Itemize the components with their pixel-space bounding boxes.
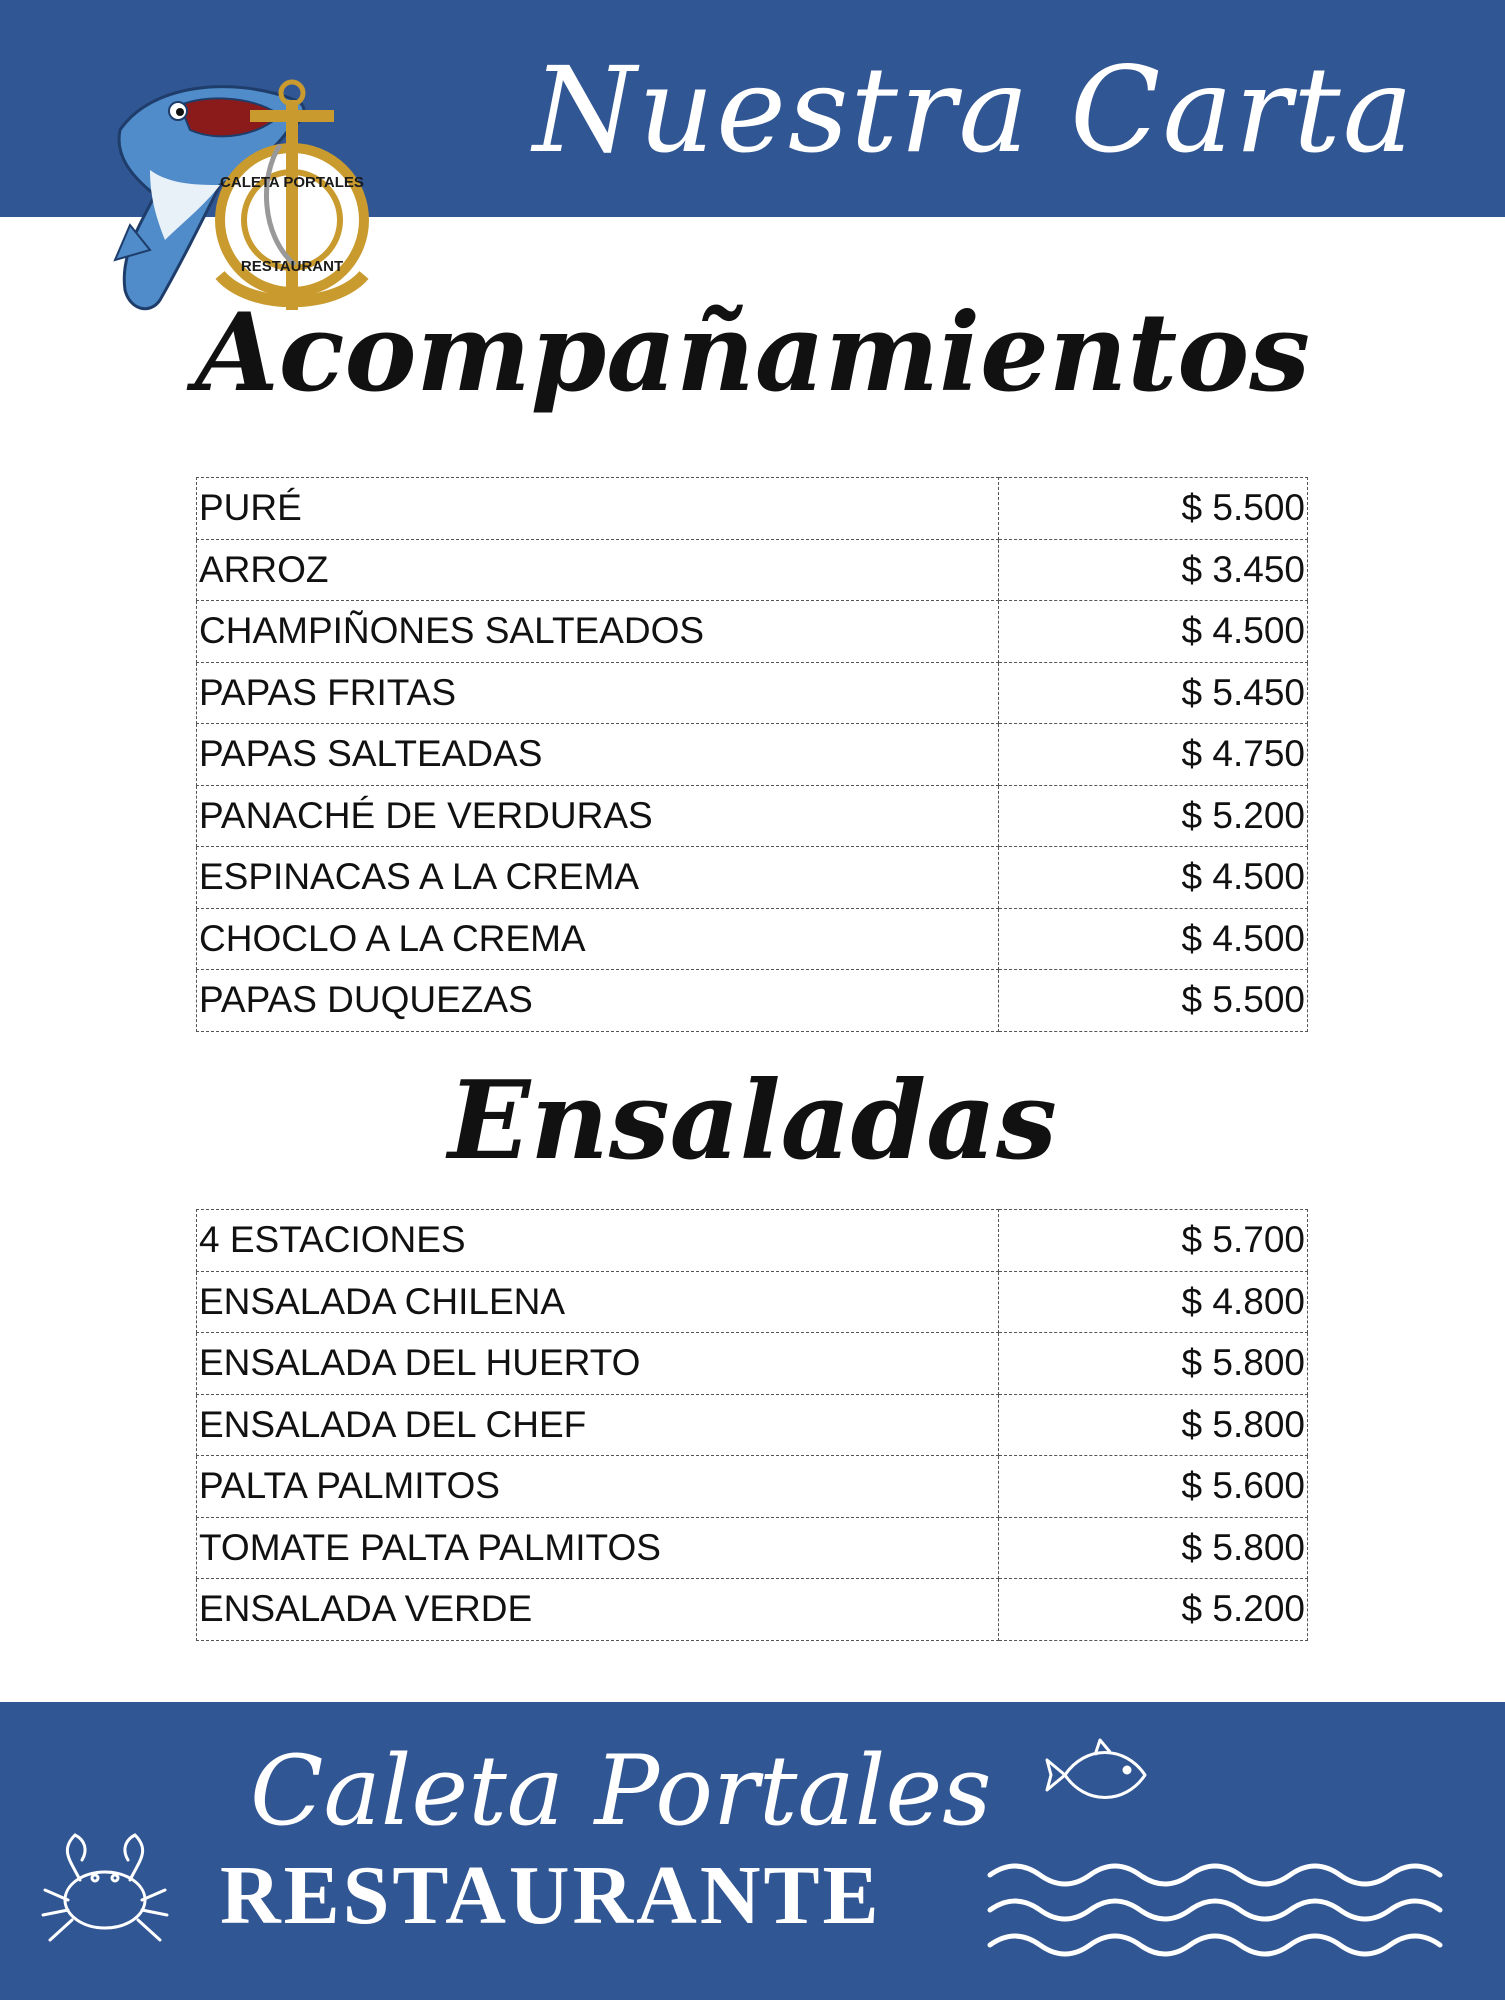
item-name: PURÉ <box>197 478 999 540</box>
page-title: Nuestra Carta <box>532 41 1415 179</box>
section-title-ensaladas: Ensaladas <box>448 1058 1057 1184</box>
item-name: ENSALADA VERDE <box>197 1579 999 1641</box>
item-price: $ 5.450 <box>999 662 1308 724</box>
footer-brand-script: Caleta Portales <box>250 1735 992 1847</box>
item-price: $ 4.500 <box>999 847 1308 909</box>
restaurant-logo <box>110 75 400 325</box>
section-title-acompanamientos: Acompañamientos <box>194 290 1311 416</box>
item-price: $ 5.800 <box>999 1333 1308 1395</box>
item-price: $ 4.500 <box>999 601 1308 663</box>
item-price: $ 5.200 <box>999 1579 1308 1641</box>
table-row <box>197 847 1308 909</box>
table-row <box>197 539 1308 601</box>
table-row <box>197 908 1308 970</box>
table-row <box>197 970 1308 1032</box>
item-price: $ 4.500 <box>999 908 1308 970</box>
item-price: $ 5.200 <box>999 785 1308 847</box>
item-name: PAPAS DUQUEZAS <box>197 970 999 1032</box>
item-price: $ 5.700 <box>999 1210 1308 1272</box>
table-row <box>197 1271 1308 1333</box>
table-row <box>197 478 1308 540</box>
item-price: $ 5.500 <box>999 478 1308 540</box>
item-name: 4 ESTACIONES <box>197 1210 999 1272</box>
table-row <box>197 1394 1308 1456</box>
table-row <box>197 785 1308 847</box>
item-name: PAPAS SALTEADAS <box>197 724 999 786</box>
item-price: $ 5.600 <box>999 1456 1308 1518</box>
item-name: PAPAS FRITAS <box>197 662 999 724</box>
item-name: ENSALADA DEL HUERTO <box>197 1333 999 1395</box>
table-row <box>197 1579 1308 1641</box>
item-price: $ 5.500 <box>999 970 1308 1032</box>
item-price: $ 5.800 <box>999 1394 1308 1456</box>
fish-icon <box>1045 1730 1150 1820</box>
table-row <box>197 601 1308 663</box>
item-price: $ 3.450 <box>999 539 1308 601</box>
table-row <box>197 1333 1308 1395</box>
table-row <box>197 1210 1308 1272</box>
item-price: $ 5.800 <box>999 1517 1308 1579</box>
item-name: ENSALADA DEL CHEF <box>197 1394 999 1456</box>
waves-icon <box>985 1855 1455 1965</box>
menu-table-acompanamientos <box>196 477 1308 1032</box>
crab-icon <box>40 1820 170 1960</box>
table-row <box>197 724 1308 786</box>
item-name: ENSALADA CHILENA <box>197 1271 999 1333</box>
logo-arc-top: CALETA PORTALES <box>220 174 364 191</box>
item-price: $ 4.800 <box>999 1271 1308 1333</box>
table-row <box>197 662 1308 724</box>
logo-arc-bottom: RESTAURANT <box>240 258 344 275</box>
table-row <box>197 1517 1308 1579</box>
item-name: TOMATE PALTA PALMITOS <box>197 1517 999 1579</box>
item-name: CHOCLO A LA CREMA <box>197 908 999 970</box>
menu-table-ensaladas <box>196 1209 1308 1641</box>
item-name: CHAMPIÑONES SALTEADOS <box>197 601 999 663</box>
footer-brand-subtitle: RESTAURANTE <box>220 1849 882 1942</box>
item-name: PANACHÉ DE VERDURAS <box>197 785 999 847</box>
item-name: ESPINACAS A LA CREMA <box>197 847 999 909</box>
item-name: ARROZ <box>197 539 999 601</box>
item-price: $ 4.750 <box>999 724 1308 786</box>
table-row <box>197 1456 1308 1518</box>
item-name: PALTA PALMITOS <box>197 1456 999 1518</box>
